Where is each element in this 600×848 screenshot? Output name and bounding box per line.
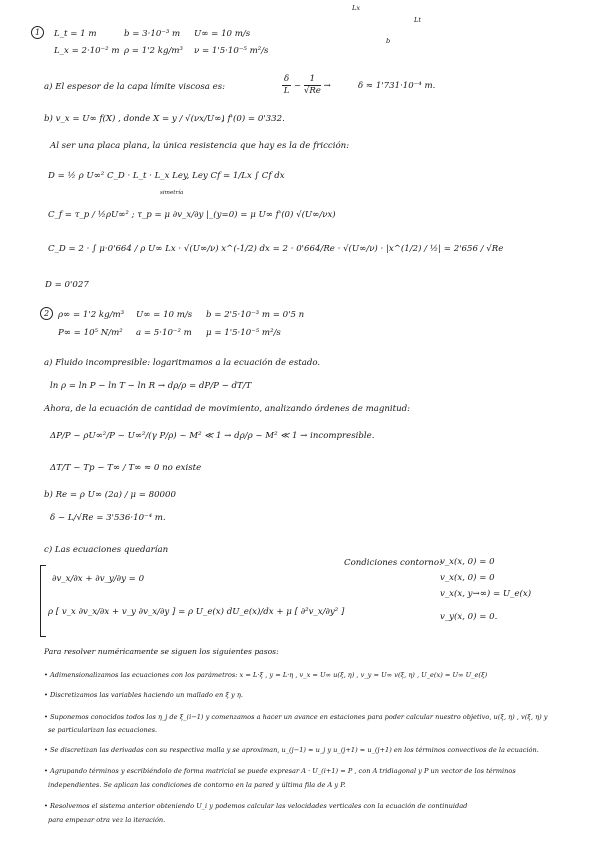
step-item: • Suponemos conocidos todos los η_j de ξ_(i−1) y comenzamos a hacer un avance en estaciones para poder calcular nuestro objetivo, u(ξ, η) , v(ξ, η) y xyxy=(44,713,548,721)
diagram-lx-label: Lx xyxy=(352,4,361,12)
p1-part-b-f0: , f'(0) = 0'332. xyxy=(222,114,285,124)
p2-momentum-eq: ρ [ v_x ∂v_x/∂x + v_y ∂v_x/∂y ] = ρ U_e(x) dU_e(x)/dx + μ [ ∂²v_x/∂y² ] xyxy=(48,607,345,617)
bc-title: Condiciones contorno: xyxy=(344,558,442,568)
p1-part-a-result: δ ≈ 1'731·10⁻⁴ m. xyxy=(358,81,436,91)
p2-given-p: P∞ = 10⁵ N/m² xyxy=(58,328,123,338)
step-item: • Resolvemos el sistema anterior obteniendo U_i y podemos calcular las velocidades verticales con la ecuación de continuidad xyxy=(44,802,468,810)
step-item: • Discretizamos las variables haciendo un mallado en ξ y η. xyxy=(44,691,243,699)
p2-given-b: b = 2'5·10⁻³ m = 0'5 n xyxy=(206,310,305,320)
p1-part-a-fraction: $\frac{\delta}{L}$ ~ $\frac{1}{√Re}$ → xyxy=(283,74,331,96)
problem-1-number: 1 xyxy=(31,26,44,39)
p1-part-b-text: b) v_x = U∞ f(X) , donde X = y / √(νx/U∞) xyxy=(44,114,225,124)
bc-item: v_x(x, y→∞) = U_e(x) xyxy=(440,589,532,599)
p1-drag-result: D = 0'027 xyxy=(45,280,89,290)
p1-cf-eq: C_f = τ_p / ½ρU∞² ; τ_p = μ ∂v_x/∂y |_(y=0) = μ U∞ f'(0) √(U∞/νx) xyxy=(48,210,336,220)
p2-part-a-eq: ln ρ = ln P − ln T − ln R → dρ/ρ = dP/P − dT/T xyxy=(50,381,252,391)
p1-part-a-text: a) El espesor de la capa límite viscosa es: xyxy=(44,82,226,92)
p2-part-a-eq2: ΔP/P ~ ρU∞²/P ~ U∞²/(γ P/ρ) ~ M² ≪ 1 → dρ/ρ ~ M² ≪ 1 → incompresible. xyxy=(50,431,375,441)
p2-part-b-eq2: δ ~ L/√Re = 3'536·10⁻⁴ m. xyxy=(50,513,166,523)
step-item: • Agrupando términos y escribiéndolo de forma matricial se puede expresar A · U_(i+1) = P , con A tridiagonal y P un vector de los términos xyxy=(44,767,516,775)
p1-given-u: U∞ = 10 m/s xyxy=(194,29,251,39)
p2-part-a-text2: Ahora, de la ecuación de cantidad de movimiento, analizando órdenes de magnitud: xyxy=(44,404,411,414)
p1-given-nu: ν = 1'5·10⁻⁵ m²/s xyxy=(194,46,269,56)
p2-part-b-eq: b) Re = ρ U∞ (2a) / μ = 80000 xyxy=(44,490,176,500)
p1-part-b-text2: Al ser una placa plana, la única resistencia que hay es la de fricción: xyxy=(50,141,350,151)
p2-part-a-text: a) Fluido incompresible: logaritmamos a la ecuación de estado. xyxy=(44,358,321,368)
p2-given-u: U∞ = 10 m/s xyxy=(136,310,193,320)
diagram-lt-label: Lt xyxy=(414,16,422,24)
bc-item: v_y(x, 0) = 0. xyxy=(440,612,498,622)
steps-intro: Para resolver numéricamente se siguen los siguientes pasos: xyxy=(44,647,279,656)
bc-item: v_x(x, 0) = 0 xyxy=(440,557,495,567)
equations-brace xyxy=(40,565,46,637)
step-item: • Adimensionalizamos las ecuaciones con los parámetros: x = L·ξ , y = L·η , v_x = U∞ u(ξ, η) , v_y = U∞ v(ξ, η) , U_e(x) = U∞ U_e(ξ) xyxy=(44,671,488,679)
p1-given-rho: ρ = 1'2 kg/m³ xyxy=(124,46,183,56)
p1-drag-eq-note: simetría xyxy=(160,190,184,196)
p1-given-lt: L_t = 1 m xyxy=(54,29,97,39)
p1-given-lx: L_x = 2·10⁻² m xyxy=(54,46,120,56)
diagram-b-label: b xyxy=(386,37,391,45)
p2-part-a-eq3: ΔT/T ~ Tp − T∞ / T∞ ≈ 0 no existe xyxy=(50,463,202,473)
p1-drag-eq: D = ½ ρ U∞² C_D · L_t · L_x Ley, Ley Cf = 1/Lx ∫ Cf dx xyxy=(48,171,285,181)
p2-given-a: a = 5·10⁻² m xyxy=(136,328,192,338)
p1-cd-eq: C_D = 2 · ∫ μ·0'664 / ρ U∞ Lx · √(U∞/ν) x^(-1/2) dx = 2 · 0'664/Re · √(U∞/ν) · |x^(1/2) / ½| = 2'656 / √Re xyxy=(48,244,504,254)
bc-item: v_x(x, 0) = 0 xyxy=(440,573,495,583)
p2-given-mu: μ = 1'5·10⁻⁵ m²/s xyxy=(206,328,281,338)
p2-part-c-text: c) Las ecuaciones quedarían xyxy=(44,545,169,555)
step-item: • Se discretizan las derivadas con su respectiva malla y se aproximan, u_(j−1) ≈ u_j y u_(j+1) ≈ u_(j+1) en los términos convectivos de la ecuación. xyxy=(44,746,539,754)
problem-2-number: 2 xyxy=(40,307,53,320)
step-item: se particularizan las ecuaciones. xyxy=(48,726,158,734)
step-item: independientes. Se aplican las condiciones de contorno en la pared y última fila de A y P. xyxy=(48,781,346,789)
p2-given-rho: ρ∞ = 1'2 kg/m³ xyxy=(58,310,125,320)
p2-continuity-eq: ∂v_x/∂x + ∂v_y/∂y = 0 xyxy=(52,574,145,584)
step-item: para empezar otra vez la iteración. xyxy=(48,816,166,824)
p1-given-b: b = 3·10⁻³ m xyxy=(124,29,181,39)
